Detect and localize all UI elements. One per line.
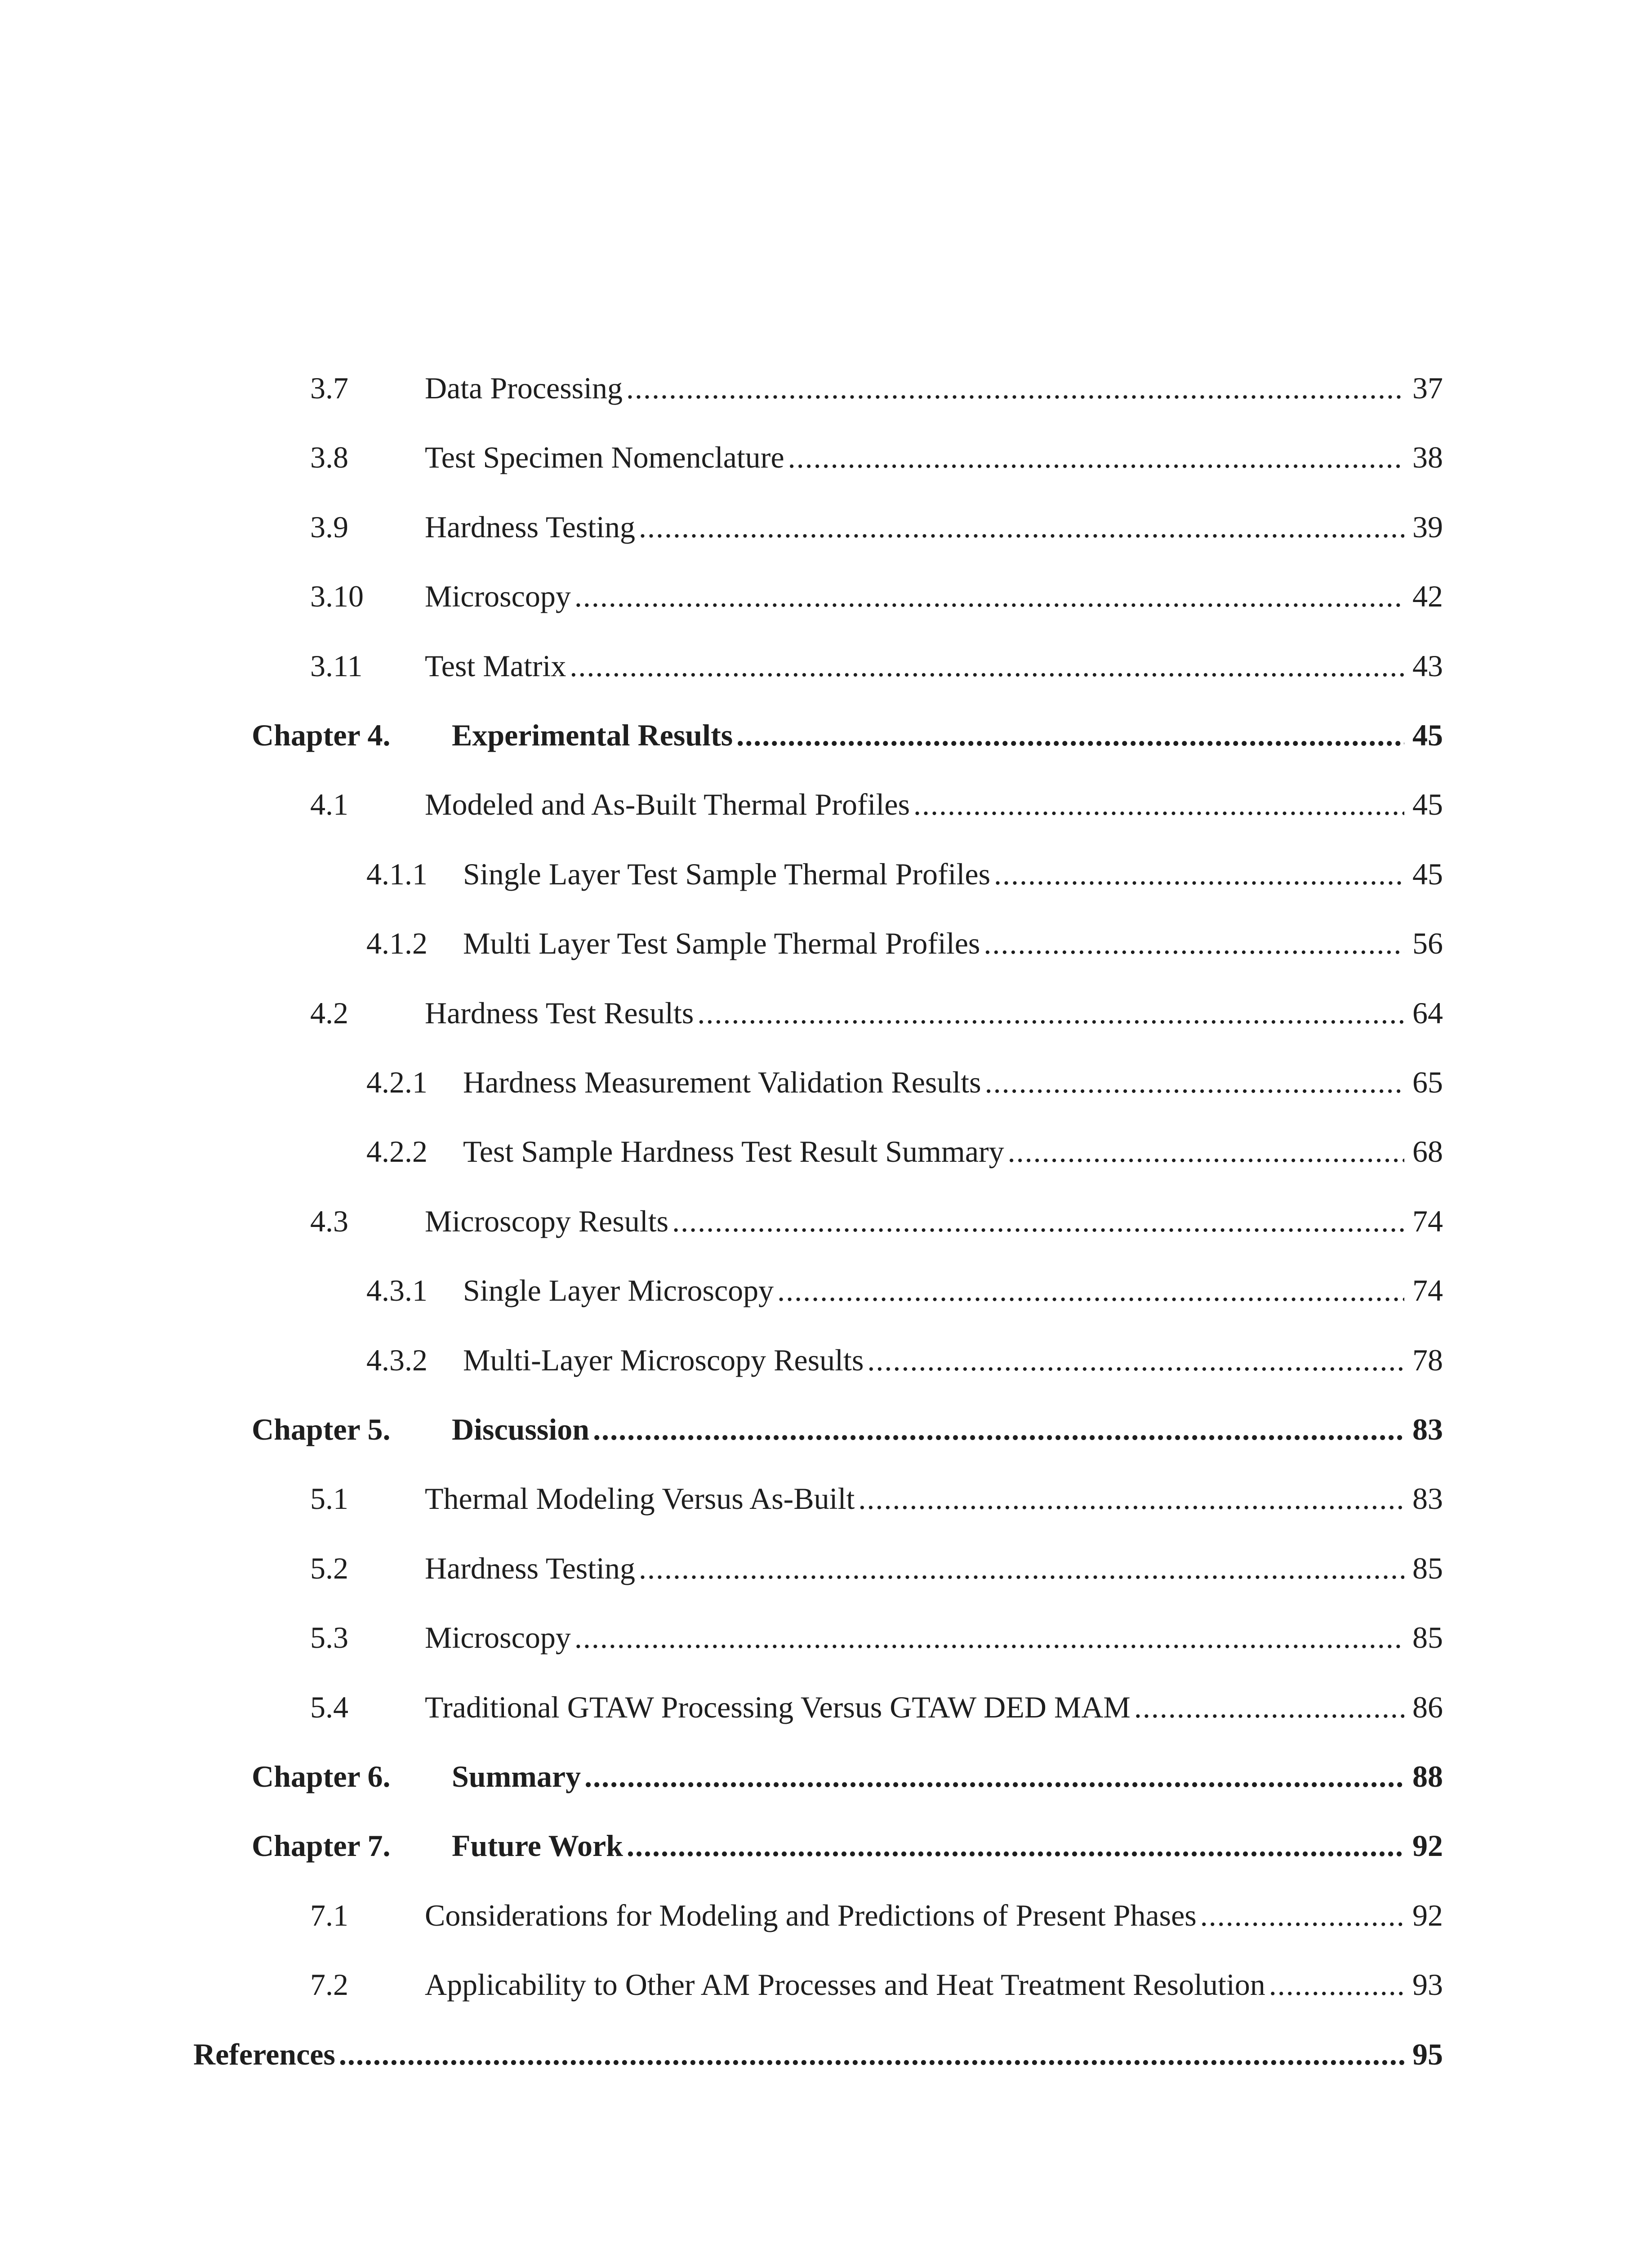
toc-number: Chapter 6. — [252, 1759, 391, 1793]
dot-leader — [623, 368, 1404, 408]
toc-number: 4.2.1 — [366, 1065, 427, 1099]
toc-entry-4-1-2[interactable] — [366, 923, 1443, 963]
toc-page-number: 88 — [1412, 1759, 1443, 1793]
toc-title: Multi-Layer Microscopy Results — [463, 1340, 864, 1380]
toc-entry-4-2-1[interactable] — [366, 1062, 1443, 1102]
toc-page-number: 93 — [1412, 1967, 1443, 2002]
dot-leader — [1197, 1895, 1404, 1936]
dot-leader — [774, 1270, 1404, 1311]
toc-title: Single Layer Test Sample Thermal Profiles — [463, 854, 990, 894]
toc-number: 5.4 — [310, 1690, 348, 1724]
toc-entry-chapter-7[interactable] — [252, 1825, 1443, 1866]
toc-number: 4.1.1 — [366, 857, 427, 891]
toc-title: Multi Layer Test Sample Thermal Profiles — [463, 923, 980, 963]
toc-number: 3.8 — [310, 440, 348, 474]
toc-title: References — [193, 2034, 335, 2074]
toc-entry-4-3-2[interactable] — [366, 1340, 1443, 1380]
toc-number: 4.2.2 — [366, 1134, 427, 1169]
dot-leader — [694, 993, 1404, 1033]
toc-entry-3-7[interactable] — [310, 368, 1443, 408]
toc-number: 4.1 — [310, 787, 348, 821]
dot-leader — [981, 1062, 1404, 1102]
toc-title: Discussion — [452, 1409, 589, 1450]
toc-page-number: 92 — [1412, 1829, 1443, 1863]
toc-entry-3-11[interactable] — [310, 646, 1443, 686]
toc-page-number: 43 — [1412, 649, 1443, 683]
toc-number: 5.3 — [310, 1620, 348, 1655]
toc-title: Considerations for Modeling and Predictions of Present Phases — [425, 1895, 1197, 1936]
toc-page-number: 95 — [1412, 2037, 1443, 2071]
toc-page-number: 64 — [1412, 996, 1443, 1030]
toc-entry-4-3-1[interactable] — [366, 1270, 1443, 1311]
toc-number: 4.3 — [310, 1204, 348, 1238]
toc-number: 7.1 — [310, 1898, 348, 1932]
toc-number: 3.11 — [310, 649, 363, 683]
toc-title: Single Layer Microscopy — [463, 1270, 774, 1311]
toc-number: Chapter 5. — [252, 1412, 391, 1446]
toc-title: Summary — [452, 1756, 581, 1797]
toc-page-number: 45 — [1412, 718, 1443, 752]
toc-number: 5.2 — [310, 1551, 348, 1585]
toc-title: Microscopy Results — [425, 1201, 668, 1241]
toc-title: Applicability to Other AM Processes and Heat Treatment Resolution — [425, 1964, 1265, 2005]
toc-title: Test Matrix — [425, 646, 566, 686]
dot-leader — [980, 923, 1404, 963]
toc-title: Hardness Measurement Validation Results — [463, 1062, 981, 1102]
toc-entry-4-2[interactable] — [310, 993, 1443, 1033]
toc-title: Hardness Testing — [425, 507, 635, 547]
toc-title: Microscopy — [425, 576, 571, 616]
dot-leader — [864, 1340, 1404, 1380]
toc-entry-7-2[interactable] — [310, 1964, 1443, 2005]
toc-page-number: 38 — [1412, 440, 1443, 474]
toc-entry-5-3[interactable] — [310, 1617, 1443, 1658]
dot-leader — [668, 1201, 1404, 1241]
dot-leader — [1265, 1964, 1404, 2005]
toc-title: Microscopy — [425, 1617, 571, 1658]
dot-leader — [635, 1548, 1404, 1588]
toc-page-number: 86 — [1412, 1690, 1443, 1724]
dot-leader — [581, 1756, 1404, 1797]
toc-entry-5-4[interactable] — [310, 1687, 1443, 1727]
toc-title: Future Work — [452, 1825, 623, 1866]
toc-page-number: 39 — [1412, 510, 1443, 544]
toc-number: 7.2 — [310, 1967, 348, 2002]
toc-page-number: 92 — [1412, 1898, 1443, 1932]
toc-page-number: 45 — [1412, 787, 1443, 821]
toc-page-number: 42 — [1412, 579, 1443, 613]
toc-page-number: 68 — [1412, 1134, 1443, 1169]
toc-page-number: 83 — [1412, 1412, 1443, 1446]
dot-leader — [566, 646, 1404, 686]
toc-title: Experimental Results — [452, 715, 733, 755]
dot-leader — [589, 1409, 1404, 1450]
dot-leader — [910, 784, 1404, 825]
toc-page-number: 45 — [1412, 857, 1443, 891]
toc-entry-references[interactable] — [193, 2034, 1443, 2074]
toc-page-number: 83 — [1412, 1481, 1443, 1516]
dot-leader — [1004, 1131, 1404, 1172]
toc-number: Chapter 7. — [252, 1829, 391, 1863]
toc-page-number: 78 — [1412, 1343, 1443, 1377]
toc-entry-7-1[interactable] — [310, 1895, 1443, 1936]
toc-entry-5-2[interactable] — [310, 1548, 1443, 1588]
dot-leader — [784, 437, 1404, 477]
dot-leader — [1131, 1687, 1404, 1727]
toc-page-number: 65 — [1412, 1065, 1443, 1099]
toc-title: Modeled and As-Built Thermal Profiles — [425, 784, 910, 825]
toc-page-number: 74 — [1412, 1204, 1443, 1238]
dot-leader — [990, 854, 1404, 894]
dot-leader — [571, 1617, 1404, 1658]
dot-leader — [571, 576, 1404, 616]
toc-number: 4.2 — [310, 996, 348, 1030]
toc-entry-3-10[interactable] — [310, 576, 1443, 616]
toc-page-number: 85 — [1412, 1551, 1443, 1585]
toc-number: 3.10 — [310, 579, 364, 613]
toc-entry-3-8[interactable] — [310, 437, 1443, 477]
toc-page-number: 74 — [1412, 1273, 1443, 1307]
toc-title: Thermal Modeling Versus As-Built — [425, 1478, 855, 1519]
toc-title: Hardness Testing — [425, 1548, 635, 1588]
dot-leader — [623, 1825, 1404, 1866]
toc-entry-chapter-4[interactable] — [252, 715, 1443, 755]
toc-page-number: 37 — [1412, 371, 1443, 405]
toc-number: 4.1.2 — [366, 926, 427, 960]
toc-entry-chapter-5[interactable] — [252, 1409, 1443, 1450]
toc-entry-chapter-6[interactable] — [252, 1756, 1443, 1797]
toc-entry-5-1[interactable] — [310, 1478, 1443, 1519]
toc-number: 3.9 — [310, 510, 348, 544]
toc-entry-3-9[interactable] — [310, 507, 1443, 547]
toc-title: Traditional GTAW Processing Versus GTAW DED MAM — [425, 1687, 1131, 1727]
toc-number: 4.3.2 — [366, 1343, 427, 1377]
toc-entry-4-2-2[interactable] — [366, 1131, 1443, 1172]
toc-title: Test Specimen Nomenclature — [425, 437, 784, 477]
toc-number: 3.7 — [310, 371, 348, 405]
toc-title: Test Sample Hardness Test Result Summary — [463, 1131, 1004, 1172]
toc-entry-4-1[interactable] — [310, 784, 1443, 825]
dot-leader — [335, 2034, 1404, 2074]
dot-leader — [855, 1478, 1404, 1519]
toc-title: Hardness Test Results — [425, 993, 694, 1033]
toc-page-number: 85 — [1412, 1620, 1443, 1655]
toc-entry-4-3[interactable] — [310, 1201, 1443, 1241]
dot-leader — [733, 715, 1404, 755]
toc-number: Chapter 4. — [252, 718, 391, 752]
toc-title: Data Processing — [425, 368, 623, 408]
toc-page-number: 56 — [1412, 926, 1443, 960]
toc-number: 4.3.1 — [366, 1273, 427, 1307]
toc-number: 5.1 — [310, 1481, 348, 1516]
toc-entry-4-1-1[interactable] — [366, 854, 1443, 894]
dot-leader — [635, 507, 1404, 547]
